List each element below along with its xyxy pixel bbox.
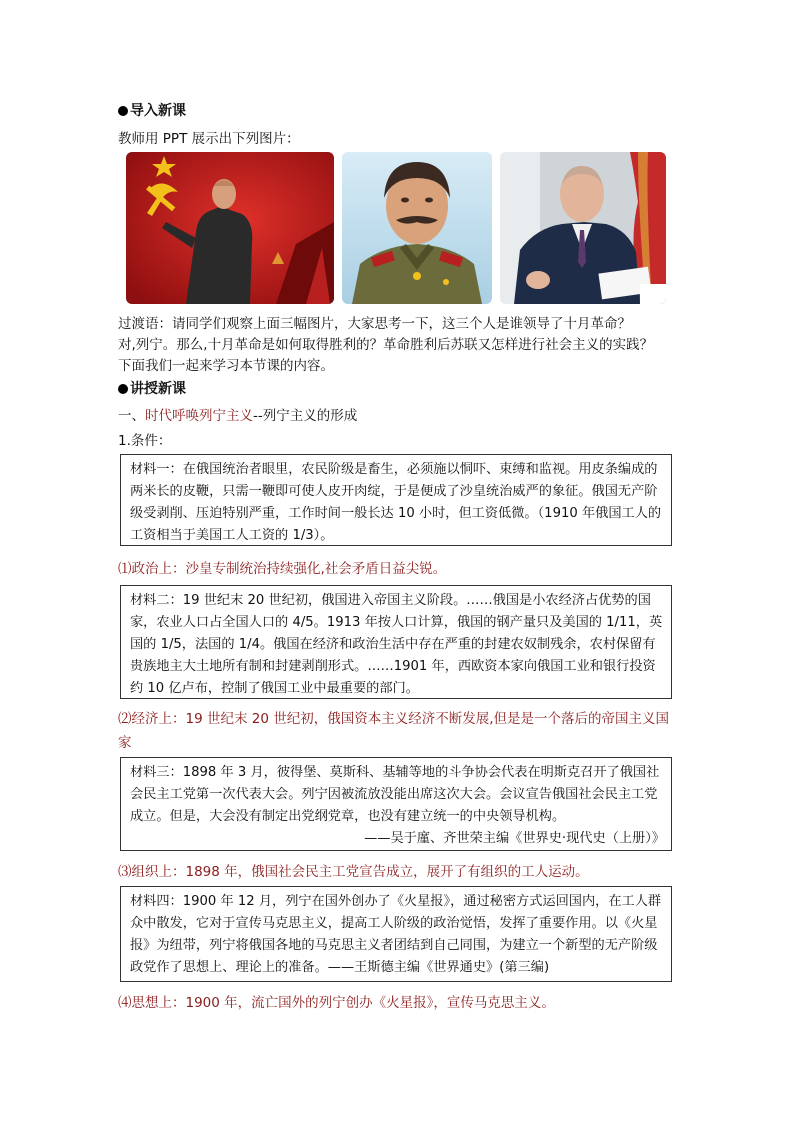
condition-label: 1.条件： xyxy=(118,433,172,449)
material-3-source: ——吴于廑、齐世荣主编《世界史·现代史（上册）》 xyxy=(364,831,665,846)
note-politics: ⑴政治上：沙皇专制统治持续强化,社会矛盾日益尖锐。 xyxy=(118,561,447,577)
section-title-highlight: 时代呼唤列宁主义 xyxy=(145,408,253,424)
transition-line-3: 下面我们一起来学习本节课的内容。 xyxy=(118,358,334,374)
lenin-painting-icon xyxy=(126,152,334,304)
note-ideology: ⑷思想上：1900 年，流亡国外的列宁创办《火星报》，宣传马克思主义。 xyxy=(118,995,555,1011)
transition-line-2: 对,列宁。那么,十月革命是如何取得胜利的？革命胜利后苏联又怎样进行社会主义的实践？ xyxy=(118,337,654,353)
photo-row xyxy=(126,152,666,304)
stalin-portrait-icon xyxy=(342,152,492,304)
note-economy: ⑵经济上：19 世纪末 20 世纪初，俄国资本主义经济不断发展,但是是一个落后的帝国主义国家 xyxy=(118,711,670,751)
material-3-text: 材料三：1898 年 3 月，彼得堡、莫斯科、基辅等地的斗争协会代表在明斯克召开了俄国社会民主工党第一次代表大会。列宁因被流放没能出席这次大会。会议宣告俄国社会民主工党成立。但是，大会没有制定出党纲党章，也没有建立统一的中央领导机构。 xyxy=(130,765,660,824)
material-1-text: 材料一：在俄国统治者眼里，农民阶级是畜生，必须施以恫吓、束缚和监视。用皮条编成的两米长的皮鞭，只需一鞭即可使人皮开肉绽，于是便成了沙皇统治威严的象征。俄国无产阶级受剥削、压迫特别严重，工作时间一般长达 10 小时，但工资低微。（1910 年俄国工人的工资相当于美国工人工资的 1/3）。 xyxy=(130,462,662,543)
putin-photo-icon xyxy=(500,152,666,304)
bullet-icon xyxy=(118,106,128,116)
material-box-1 xyxy=(120,454,672,546)
transition-text xyxy=(118,314,678,377)
material-box-2 xyxy=(120,585,672,699)
material-box-4 xyxy=(120,886,672,982)
note-organization: ⑶组织上：1898 年，俄国社会民主工党宣告成立，展开了有组织的工人运动。 xyxy=(118,864,589,880)
section-prefix: 一、 xyxy=(118,408,145,424)
intro-line: 教师用 PPT 展示出下列图片： xyxy=(118,131,300,147)
intro-heading-text: 导入新课 xyxy=(130,103,186,119)
material-4-text: 材料四：1900 年 12 月，列宁在国外创办了《火星报》，通过秘密方式运回国内，在工人群众中散发，它对于宣传马克思主义，提高工人阶级的政治觉悟，发挥了重要作用。以《火星报》为纽带，列宁将俄国各地的马克思主义者团结到自己同围，为建立一个新型的无产阶级政党作了思想上、理论上的准备。——王斯德主编《世界通史》(第三编) xyxy=(130,894,662,975)
material-2-text: 材料二：19 世纪末 20 世纪初，俄国进入帝国主义阶段。……俄国是小农经济占优势的国家，农业人口占全国人口的 4/5。1913 年按人口计算，俄国的钢产量只及美国的 1/11，英国的 1/5，法国的 1/4。俄国在经济和政治生活中存在严重的封建农奴制残余，农村保留有贵族地主大土地所有制和封建剥削形式。……1901 年，西欧资本家向俄国工业和银行投资约 10 亿卢布，控制了俄国工业中最重要的部门。 xyxy=(130,593,663,696)
section-suffix: --列宁主义的形成 xyxy=(253,408,358,424)
bullet-icon xyxy=(118,384,128,394)
lesson-heading xyxy=(118,378,186,398)
intro-heading xyxy=(118,100,186,120)
section-title xyxy=(118,404,357,424)
lesson-heading-text: 讲授新课 xyxy=(130,381,186,397)
transition-line-1: 过渡语：请同学们观察上面三幅图片，大家思考一下，这三个人是谁领导了十月革命？ xyxy=(118,316,631,332)
material-box-3 xyxy=(120,757,672,851)
